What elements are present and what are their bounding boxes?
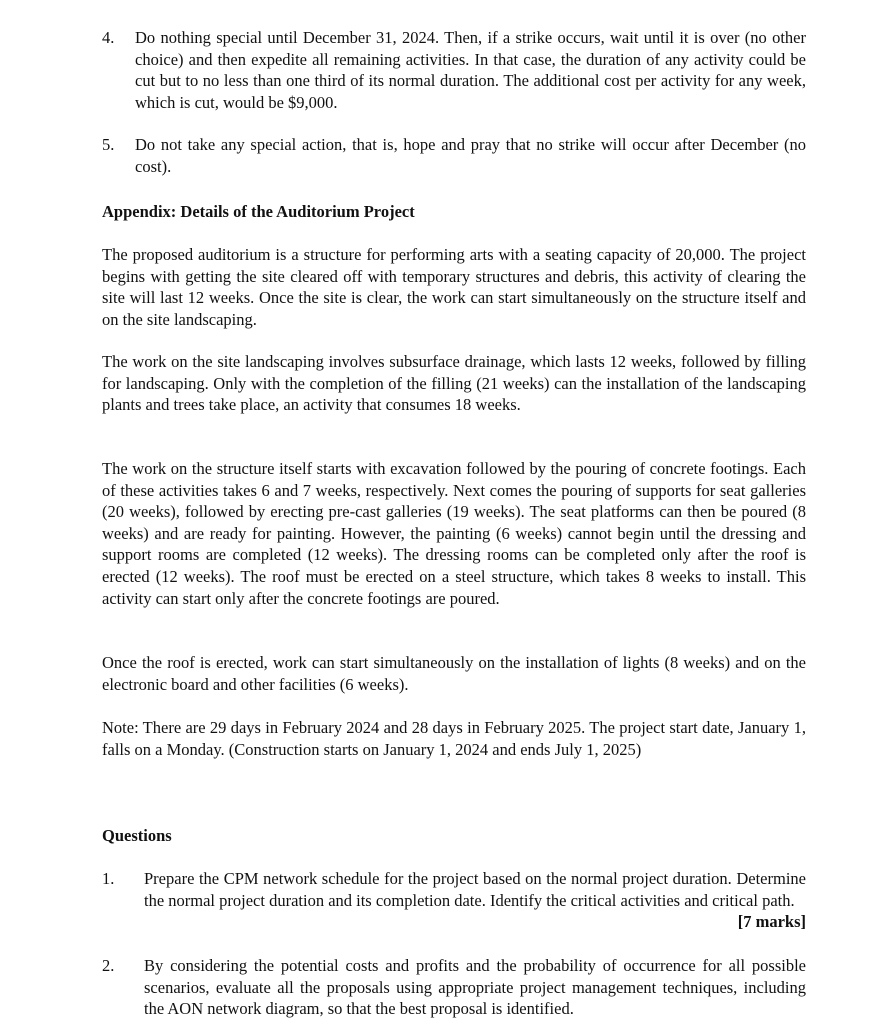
question-text: By considering the potential costs and profits and the probability of occurrence for all possible scenarios, evaluate all the proposals using appropriate project management techniques, including the AON network diagram, so that the best proposal is identified. — [144, 956, 806, 1019]
option-number: 4. — [102, 28, 115, 47]
option-number: 5. — [102, 135, 115, 154]
questions-heading: Questions — [102, 826, 172, 845]
appendix-paragraph: The work on the site landscaping involves subsurface drainage, which lasts 12 weeks, followed by filling for landscaping. Only with the completion of the filling (21 weeks) can the installation of the landscaping plants and trees take place, an activity that consumes 18 weeks. — [102, 352, 806, 415]
appendix-paragraph: The proposed auditorium is a structure for performing arts with a seating capacity of 20,000. The project begins with getting the site cleared off with temporary structures and debris, this activity of clearing the site will last 12 weeks. Once the site is clear, the work can start simultaneously on the structure itself and on the site landscaping. — [102, 245, 806, 329]
question-number: 1. — [102, 869, 115, 888]
question-item — [102, 868, 806, 931]
option-item — [102, 27, 806, 113]
appendix-paragraph: Once the roof is erected, work can start simultaneously on the installation of lights (8 weeks) and on the electronic board and other facilities (6 weeks). — [102, 653, 806, 694]
option-text: Do not take any special action, that is, hope and pray that no strike will occur after December (no cost). — [135, 135, 806, 176]
question-text: Prepare the CPM network schedule for the project based on the normal project duration. Determine the normal project duration and its completion date. Identify the critical activities and critical path. — [144, 869, 806, 910]
question-item — [102, 955, 806, 1020]
appendix-heading: Appendix: Details of the Auditorium Project — [102, 202, 415, 221]
option-item — [102, 134, 806, 177]
question-marks: [7 marks] — [737, 912, 806, 931]
appendix-paragraph: The work on the structure itself starts with excavation followed by the pouring of concrete footings. Each of these activities takes 6 and 7 weeks, respectively. Next comes the pouring of supports for seat galleries (20 weeks), followed by erecting pre-cast galleries (19 weeks). The seat platforms can then be poured (8 weeks) and are ready for painting. However, the painting (6 weeks) cannot begin until the dressing and support rooms are completed (12 weeks). The dressing rooms can be completed only after the roof is erected (12 weeks). The roof must be erected on a steel structure, which takes 8 weeks to install. This activity can start only after the concrete footings are poured. — [102, 459, 806, 608]
question-number: 2. — [102, 956, 115, 975]
appendix-paragraph: Note: There are 29 days in February 2024 and 28 days in February 2025. The project start date, January 1, falls on a Monday. (Construction starts on January 1, 2024 and ends July 1, 2025) — [102, 718, 806, 759]
option-text: Do nothing special until December 31, 2024. Then, if a strike occurs, wait until it is over (no other choice) and then expedite all remaining activities. In that case, the duration of any activity could be cut but to no less than one third of its normal duration. The additional cost per activity for any week, which is cut, would be $9,000. — [135, 28, 806, 112]
